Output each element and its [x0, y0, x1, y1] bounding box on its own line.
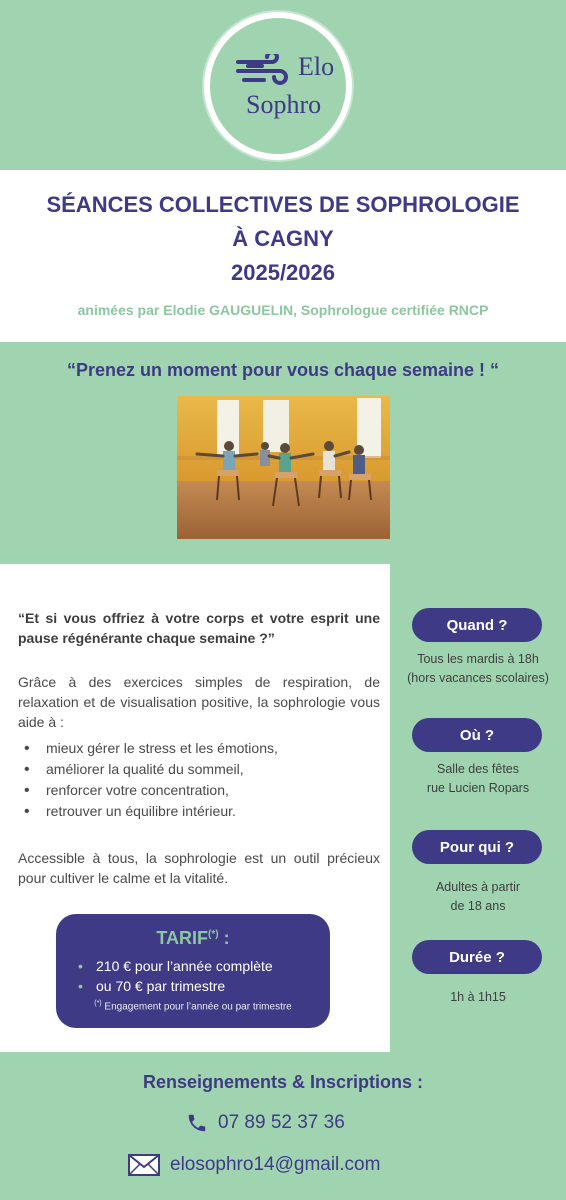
- email-row[interactable]: [128, 1154, 380, 1176]
- header-band: [0, 0, 566, 170]
- tarif-note-mark: (*): [94, 1000, 102, 1007]
- audience-badge: Pour qui ?: [412, 830, 542, 864]
- page-title-line2: À CAGNY: [232, 226, 334, 251]
- contact-title: Renseignements & Inscriptions :: [142, 1072, 424, 1092]
- intro-text: Grâce à des exercices simples de respiration, de relaxation et de visualisation positive, la sophrologie vous aide à :: [18, 674, 380, 730]
- page-title-line3: 2025/2026: [231, 260, 335, 285]
- where-info: [390, 760, 566, 798]
- where-badge: Où ?: [412, 718, 542, 752]
- tarif-title-text: TARIF: [156, 928, 209, 948]
- when-badge: Quand ?: [412, 608, 542, 642]
- when-info: [390, 650, 566, 688]
- list-item: • améliorer la qualité du sommeil,: [18, 759, 380, 780]
- list-item: • retrouver un équilibre intérieur.: [18, 801, 380, 822]
- quote: “Prenez un moment pour vous chaque semaine ! “: [66, 360, 500, 380]
- list-item: • 210 € pour l’année complète: [76, 956, 273, 976]
- audience-line2: de 18 ans: [450, 899, 506, 913]
- list-item: • renforcer votre concentration,: [18, 780, 380, 801]
- subtitle: animées par Elodie GAUGUELIN, Sophrologue certifiée RNCP: [77, 302, 489, 318]
- tarif-box: [56, 914, 330, 1028]
- duration-info: [390, 988, 566, 1007]
- audience-info: [390, 878, 566, 916]
- list-item: • ou 70 € par trimestre: [76, 976, 273, 996]
- lead-question: “Et si vous offriez à votre corps et votre esprit une pause régénérante chaque semaine ?”: [18, 610, 380, 646]
- envelope-icon: [128, 1154, 160, 1176]
- tarif-note-text: Engagement pour l’année ou par trimestre: [101, 1001, 292, 1013]
- page-title-line1: SÉANCES COLLECTIVES DE SOPHROLOGIE: [46, 192, 520, 217]
- tarif-note: [56, 1000, 330, 1012]
- title-section: [0, 170, 566, 342]
- when-line1: Tous les mardis à 18h: [417, 652, 539, 666]
- phone-row[interactable]: [186, 1112, 345, 1134]
- logo-word-sophro: Sophro: [246, 90, 322, 119]
- logo-word-elo: Elo: [298, 52, 335, 81]
- wind-icon: [234, 54, 292, 88]
- duration-badge: Durée ?: [412, 940, 542, 974]
- info-column: [390, 564, 566, 1052]
- phone-number[interactable]: 07 89 52 37 36: [218, 1112, 345, 1133]
- accessible-text: Accessible à tous, la sophrologie est un outil précieux pour cultiver le calme et la vitalité.: [18, 850, 380, 886]
- where-line1: Salle des fêtes: [437, 762, 519, 776]
- tarif-title-mark: (*): [208, 929, 219, 940]
- duration-line1: 1h à 1h15: [450, 990, 506, 1004]
- tarif-list: [76, 956, 273, 996]
- audience-line1: Adultes à partir: [435, 880, 521, 894]
- tarif-title-suffix: :: [218, 928, 230, 948]
- email-address[interactable]: elosophro14@gmail.com: [170, 1154, 381, 1175]
- list-item: • mieux gérer le stress et les émotions,: [18, 738, 380, 759]
- contact-band: [0, 1052, 566, 1200]
- class-photo: [177, 396, 390, 539]
- quote-band: [0, 342, 566, 564]
- when-line2: (hors vacances scolaires): [407, 671, 549, 685]
- description-panel: [0, 564, 390, 1052]
- where-line2: rue Lucien Ropars: [426, 781, 530, 795]
- benefits-list: [18, 738, 380, 822]
- phone-icon: [186, 1112, 208, 1134]
- logo: [204, 12, 352, 160]
- tarif-title: [56, 928, 330, 949]
